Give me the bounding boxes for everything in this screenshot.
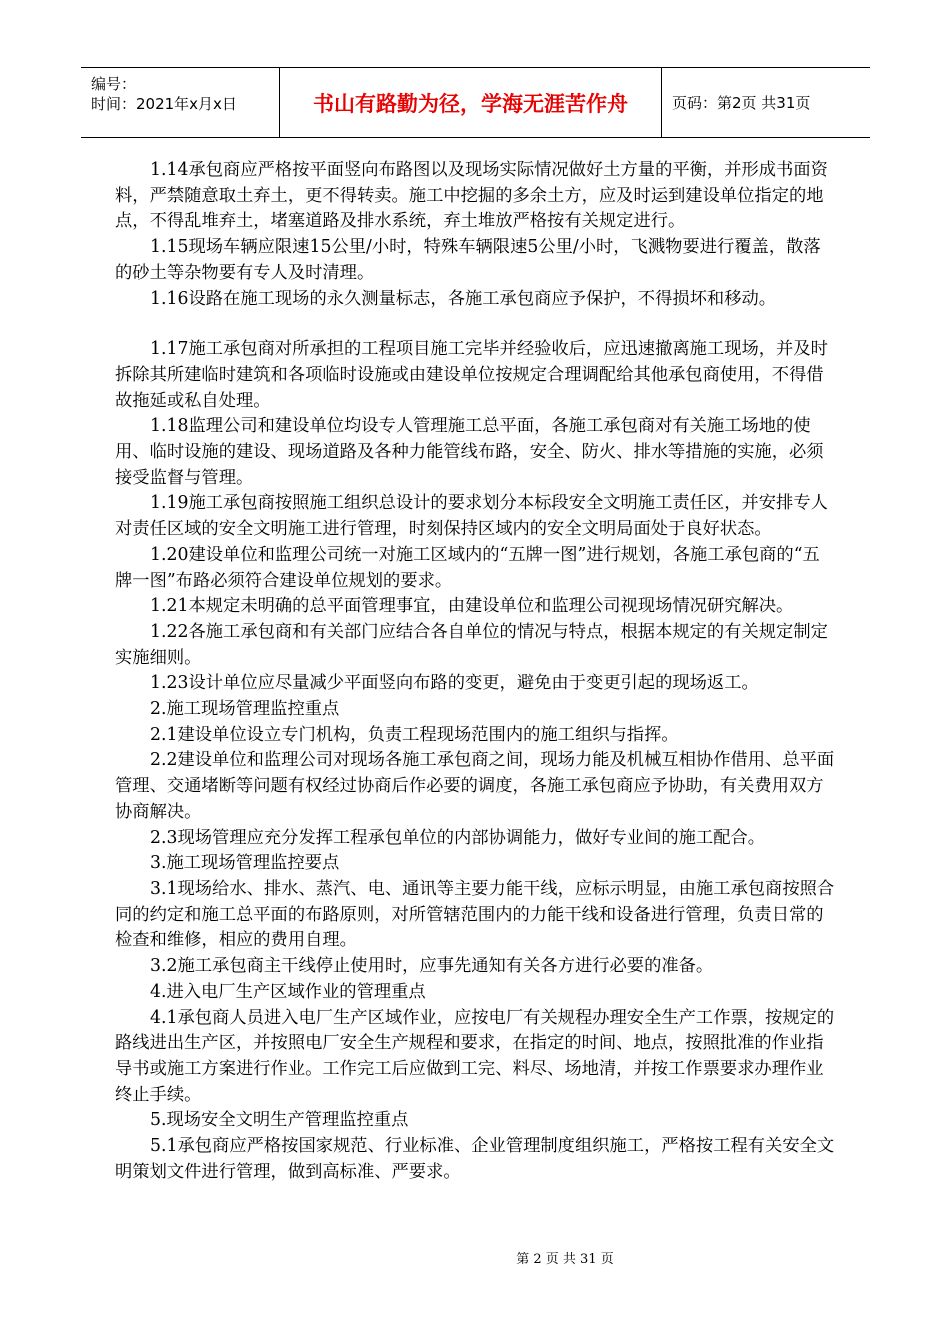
section-heading: 2.施工现场管理监控重点 bbox=[150, 699, 340, 720]
paragraph: 2.1建设单位设立专门机构，负责工程现场范围内的施工组织与指挥。 bbox=[150, 724, 679, 745]
paragraph: 4.1承包商人员进入电厂生产区域作业，应按电厂有关规程办理安全生产工作票，按规定的路线进出生产区，并按照电厂安全生产规程和要求，在指定的时间、地点，按照批准的作业指导书或施工方案进行作业。工作完工后应做到工完、料尽、场地清，并按工作票要求办理作业终止手续。 bbox=[115, 1007, 835, 1105]
page-footer bbox=[0, 1248, 950, 1267]
paragraph: 1.16设路在施工现场的永久测量标志，各施工承包商应予保护，不得损坏和移动。 bbox=[150, 288, 777, 309]
header-motto: 书山有路勤为径，学海无涯苦作舟 bbox=[280, 68, 662, 137]
paragraph-gap bbox=[115, 312, 835, 337]
paragraph: 1.14承包商应严格按平面竖向布路图以及现场实际情况做好土方量的平衡，并形成书面资料，严禁随意取土弃土，更不得转卖。施工中挖掘的多余土方，应及时运到建设单位指定的地点，不得乱堆弃土，堵塞道路及排水系统，弃土堆放严格按有关规定进行。 bbox=[115, 160, 828, 232]
section-heading: 3.施工现场管理监控要点 bbox=[150, 853, 340, 874]
paragraph: 1.15现场车辆应限速15公里/小时，特殊车辆限速5公里/小时，飞溅物要进行覆盖，散落的砂土等杂物要有专人及时清理。 bbox=[115, 237, 821, 283]
paragraph: 2.2建设单位和监理公司对现场各施工承包商之间，现场力能及机械互相协作借用、总平面管理、交通堵断等问题有权经过协商后作必要的调度，各施工承包商应予协助，有关费用双方协商解决。 bbox=[115, 750, 835, 822]
paragraph: 1.22各施工承包商和有关部门应结合各自单位的情况与特点，根据本规定的有关规定制定实施细则。 bbox=[115, 621, 828, 668]
header-page-label: 页码：第2页 共31页 bbox=[672, 94, 811, 112]
paragraph: 1.19施工承包商按照施工组织总设计的要求划分本标段安全文明施工责任区，并安排专人对责任区域的安全文明施工进行管理，时刻保持区域内的安全文明局面处于良好状态。 bbox=[115, 493, 828, 540]
paragraph: 1.21本规定未明确的总平面管理事宜，由建设单位和监理公司视现场情况研究解决。 bbox=[150, 596, 794, 617]
paragraph: 3.2施工承包商主干线停止使用时，应事先通知有关各方进行必要的准备。 bbox=[150, 956, 714, 977]
paragraph: 2.3现场管理应充分发挥工程承包单位的内部协调能力，做好专业间的施工配合。 bbox=[150, 827, 766, 848]
paragraph: 3.1现场给水、排水、蒸汽、电、通讯等主要力能干线，应标示明显，由施工承包商按照合同的约定和施工总平面的布路原则，对所管辖范围内的力能干线和设备进行管理，负责日常的检查和维修，相应的费用自理。 bbox=[115, 878, 835, 951]
header-info-cell bbox=[81, 68, 280, 137]
paragraph: 1.17施工承包商对所承担的工程项目施工完毕并经验收后，应迅速撤离施工现场，并及时拆除其所建临时建筑和各项临时设施或由建设单位按规定合理调配给其他承包商使用，不得借故拖延或私自处理。 bbox=[115, 339, 828, 411]
paragraph: 1.20建设单位和监理公司统一对施工区域内的“五牌一图”进行规划，各施工承包商的“五牌一图”布路必须符合建设单位规划的要求。 bbox=[115, 544, 820, 591]
paragraph: 1.23设计单位应尽量减少平面竖向布路的变更，避免由于变更引起的现场返工。 bbox=[150, 673, 759, 694]
footer-page-number: 第 2 页 共 31 页 bbox=[516, 1252, 614, 1267]
number-label: 编号： bbox=[91, 75, 137, 93]
paragraph: 1.18监理公司和建设单位均设专人管理施工总平面，各施工承包商对有关施工场地的使用、临时设施的建设、现场道路及各种力能管线布路，安全、防火、排水等措施的实施，必须接受监督与管理。 bbox=[115, 416, 824, 488]
time-label: 时间：2021年x月x日 bbox=[91, 95, 237, 113]
section-heading: 4.进入电厂生产区域作业的管理重点 bbox=[150, 981, 426, 1002]
paragraph: 5.1承包商应严格按国家规范、行业标准、企业管理制度组织施工，严格按工程有关安全文明策划文件进行管理，做到高标准、严要求。 bbox=[115, 1136, 835, 1182]
document-body bbox=[115, 158, 835, 1185]
section-heading: 5.现场安全文明生产管理监控重点 bbox=[150, 1110, 409, 1131]
document-header bbox=[81, 67, 870, 138]
